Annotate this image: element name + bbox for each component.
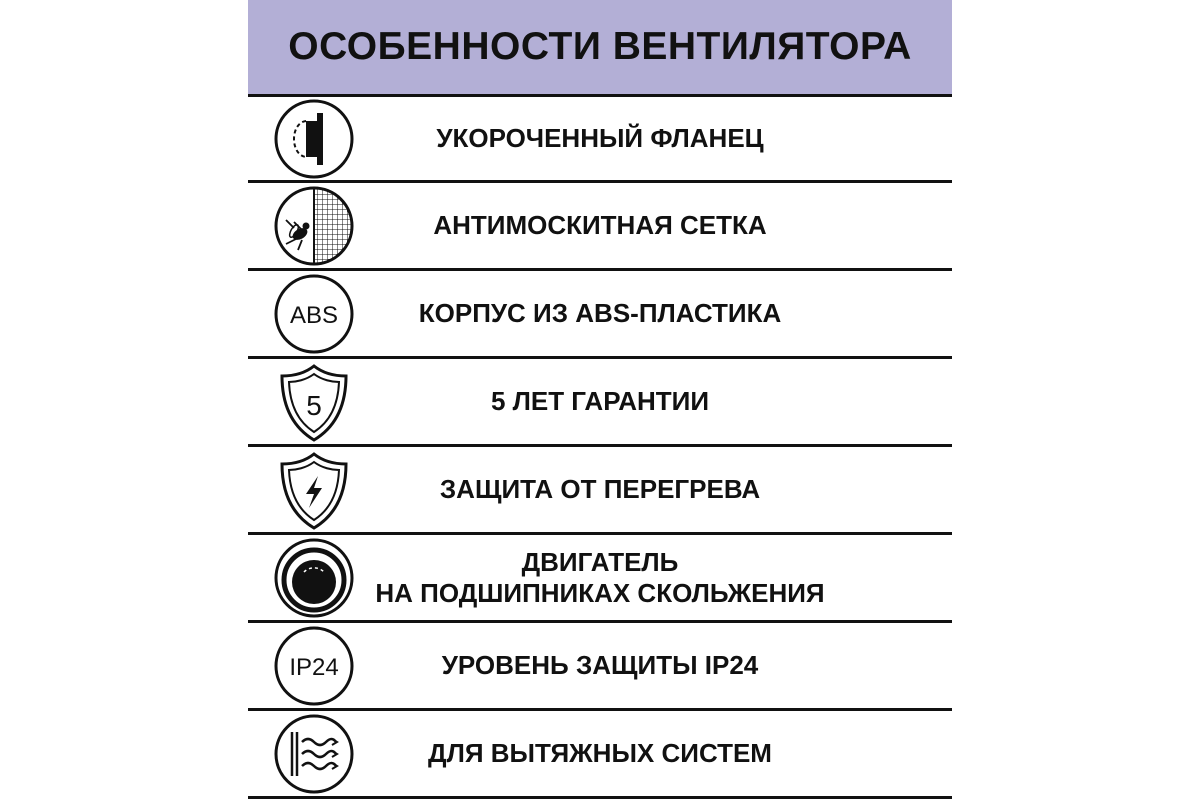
mosquito-net-icon	[272, 184, 356, 268]
feature-row-airflow	[248, 711, 952, 799]
feature-row-abs	[248, 271, 952, 359]
feature-row-mosquito-net	[248, 183, 952, 271]
airflow-icon	[272, 712, 356, 796]
feature-label: АНТИМОСКИТНАЯ СЕТКА	[433, 210, 767, 241]
ip24-icon	[272, 624, 356, 708]
feature-label: ДЛЯ ВЫТЯЖНЫХ СИСТЕМ	[428, 738, 772, 769]
feature-label: 5 ЛЕТ ГАРАНТИИ	[490, 386, 710, 417]
feature-label: УКОРОЧЕННЫЙ ФЛАНЕЦ	[436, 123, 764, 154]
feature-row-bearing	[248, 535, 952, 623]
features-sheet	[248, 0, 952, 800]
flange-icon	[272, 97, 356, 181]
bearing-icon	[272, 536, 356, 620]
warranty-shield-icon	[272, 360, 356, 444]
feature-label: ЗАЩИТА ОТ ПЕРЕГРЕВА	[439, 474, 761, 505]
feature-label: УРОВЕНЬ ЗАЩИТЫ IP24	[441, 650, 759, 681]
abs-icon	[272, 272, 356, 356]
overheat-shield-icon	[272, 448, 356, 532]
feature-list	[248, 94, 952, 799]
feature-label: ДВИГАТЕЛЬ НА ПОДШИПНИКАХ СКОЛЬЖЕНИЯ	[375, 546, 825, 608]
svg-text:ABS: ABS	[289, 301, 339, 329]
feature-row-warranty	[248, 359, 952, 447]
feature-row-flange	[248, 94, 952, 183]
page-title: ОСОБЕННОСТИ ВЕНТИЛЯТОРА	[288, 25, 912, 68]
feature-row-overheat	[248, 447, 952, 535]
header-banner	[248, 0, 952, 94]
svg-text:5: 5	[306, 389, 322, 421]
feature-label: КОРПУС ИЗ ABS-ПЛАСТИКА	[418, 298, 782, 329]
svg-text:IP24: IP24	[289, 653, 339, 681]
feature-row-ip24	[248, 623, 952, 711]
